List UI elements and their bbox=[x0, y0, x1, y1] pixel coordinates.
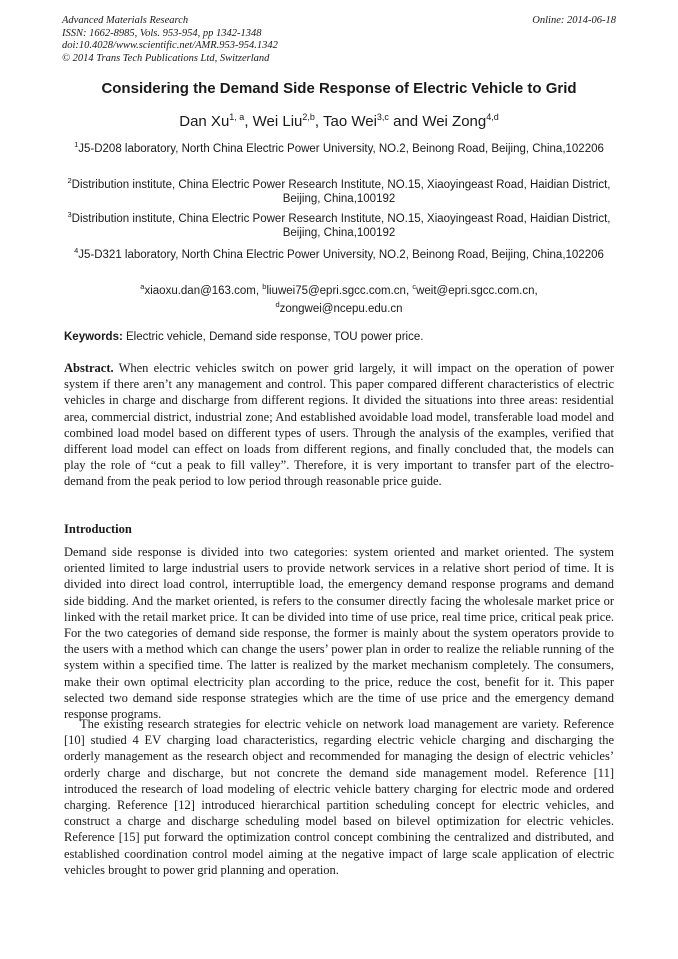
intro-paragraph-2: The existing research strategies for electric vehicle on network load management are variety. Reference [10] studied 4 EV charging load characteristics, regarding electric vehicle charging and discharging the orderly management as the research object and recommended for managing the design of electric vehicles’ orderly charge and discharge, but not concrete the demand side management model. Reference [11] introduced the research of load modeling of electric vehicle battery charging for electric mode and ordered charging. Reference [12] introduced hierarchical partition scheduling concept for electric vehicles, and construct a charge and discharge scheduling model based on bilevel optimization for electric vehicles. Reference [15] put forward the optimization control concept combining the centralized and distributed, and established coordination control model aiming at the negative impact of large scale application of electric vehicles brought to power grid planning and operation. bbox=[64, 717, 614, 877]
email-sup: d bbox=[275, 300, 280, 310]
email-link[interactable]: weit@epri.sgcc.com.cn, bbox=[416, 284, 538, 297]
author-sup: 3,c bbox=[376, 112, 389, 122]
keywords-text: Electric vehicle, Demand side response, TOU power price. bbox=[122, 331, 424, 343]
online-date: Online: 2014-06-18 bbox=[532, 15, 616, 26]
doi-line: doi:10.4028/www.scientific.net/AMR.953-954.1342 bbox=[62, 40, 278, 51]
email-sup: c bbox=[412, 282, 417, 291]
email-link[interactable]: zongwei@ncepu.edu.cn bbox=[279, 303, 403, 316]
email-sup: a bbox=[140, 282, 145, 291]
affiliation-sup: 2 bbox=[67, 176, 72, 185]
author-list bbox=[40, 112, 638, 130]
paper-title: Considering the Demand Side Response of Electric Vehicle to Grid bbox=[101, 80, 577, 97]
abstract-text: When electric vehicles switch on power grid largely, it will impact on the operation of power system if there aren’t any management and control. This paper compared different characteristics of electric vehicles in charge and discharge from different regions. It divided the situations into three areas: residential area, commercial district, industrial zone; And established avoidable load model, transferable load model and combined load model based on different types of users. Through the analysis of the examples, verified that different load model can effect on loads from different regions, and finally concluded that, the models can play the role of “cut a peak to fill valley”. Therefore, it is very important to transfer part of the electro-demand from the peak period to low period through reasonable price guide. bbox=[64, 361, 614, 489]
intro-paragraph-1: Demand side response is divided into two categories: system oriented and market oriented. The system oriented limited to large industrial users to provide network services in a relative short period of time. It is divided into direct load control, interruptible load, the emergency demand response programs and demand side bidding. And the market oriented, is refers to the consumer directly facing the wholesale market price or linked with the retail market price. It can be divided into time of use price, real time price, critical peak price. For the two categories of demand side response, the former is mainly about the system operators provide to the users with a method which can change the users’ power plan in order to realize the reliable running of the system within a specified time. The latter is realized by the market mechanism completely. The consumers, make their own optimal electricity plan according to the price, reduce the cost, benefit for it. This paper selected two demand side response strategies which are the time of use price and the emergency demand response programs. bbox=[64, 545, 614, 722]
keywords-label: Keywords: bbox=[64, 331, 123, 343]
email-sup: b bbox=[262, 282, 267, 291]
affiliation-text: Distribution institute, China Electric Power Research Institute, NO.15, Xiaoyingeast Road, Haidian District, Beijing, China,100192 bbox=[71, 178, 611, 206]
affiliation-4 bbox=[64, 244, 614, 262]
affiliation-text: Distribution institute, China Electric Power Research Institute, NO.15, Xiaoyingeast Road, Haidian District, Beijing, China,100192 bbox=[71, 212, 611, 240]
section-heading-introduction: Introduction bbox=[64, 522, 132, 536]
affiliation-1 bbox=[64, 138, 614, 156]
affiliation-3 bbox=[64, 208, 614, 241]
author-separator: and bbox=[388, 113, 423, 130]
issn-line: ISSN: 1662-8985, Vols. 953-954, pp 1342-1348 bbox=[62, 27, 262, 39]
author-sup: 1, a bbox=[229, 112, 245, 122]
author-separator: , bbox=[244, 113, 253, 130]
email-link[interactable]: liuwei75@epri.sgcc.com.cn, bbox=[266, 284, 413, 297]
author-name: Wei Zong bbox=[422, 113, 487, 130]
journal-header bbox=[62, 15, 278, 65]
author-sup: 4,d bbox=[486, 112, 499, 122]
abstract-paragraph bbox=[64, 360, 614, 490]
author-name: Tao Wei bbox=[323, 113, 377, 130]
affiliation-sup: 1 bbox=[74, 140, 79, 149]
affiliation-text: J5-D208 laboratory, North China Electric Power University, NO.2, Beinong Road, Beijing, China,102206 bbox=[78, 142, 604, 155]
author-name: Dan Xu bbox=[179, 113, 230, 130]
affiliation-2 bbox=[64, 174, 614, 207]
affiliation-sup: 3 bbox=[67, 210, 72, 219]
abstract-label: Abstract. bbox=[64, 361, 114, 375]
keywords-line bbox=[64, 331, 614, 343]
affiliation-sup: 4 bbox=[74, 246, 79, 255]
author-emails bbox=[64, 280, 614, 317]
author-name: Wei Liu bbox=[252, 113, 303, 130]
author-separator: , bbox=[314, 113, 323, 130]
email-link[interactable]: xiaoxu.dan@163.com, bbox=[144, 284, 263, 297]
author-sup: 2,b bbox=[302, 112, 315, 122]
affiliation-text: J5-D321 laboratory, North China Electric Power University, NO.2, Beinong Road, Beijing, China,102206 bbox=[78, 248, 604, 261]
copyright-line: © 2014 Trans Tech Publications Ltd, Switzerland bbox=[62, 52, 270, 64]
journal-name: Advanced Materials Research bbox=[62, 15, 189, 26]
